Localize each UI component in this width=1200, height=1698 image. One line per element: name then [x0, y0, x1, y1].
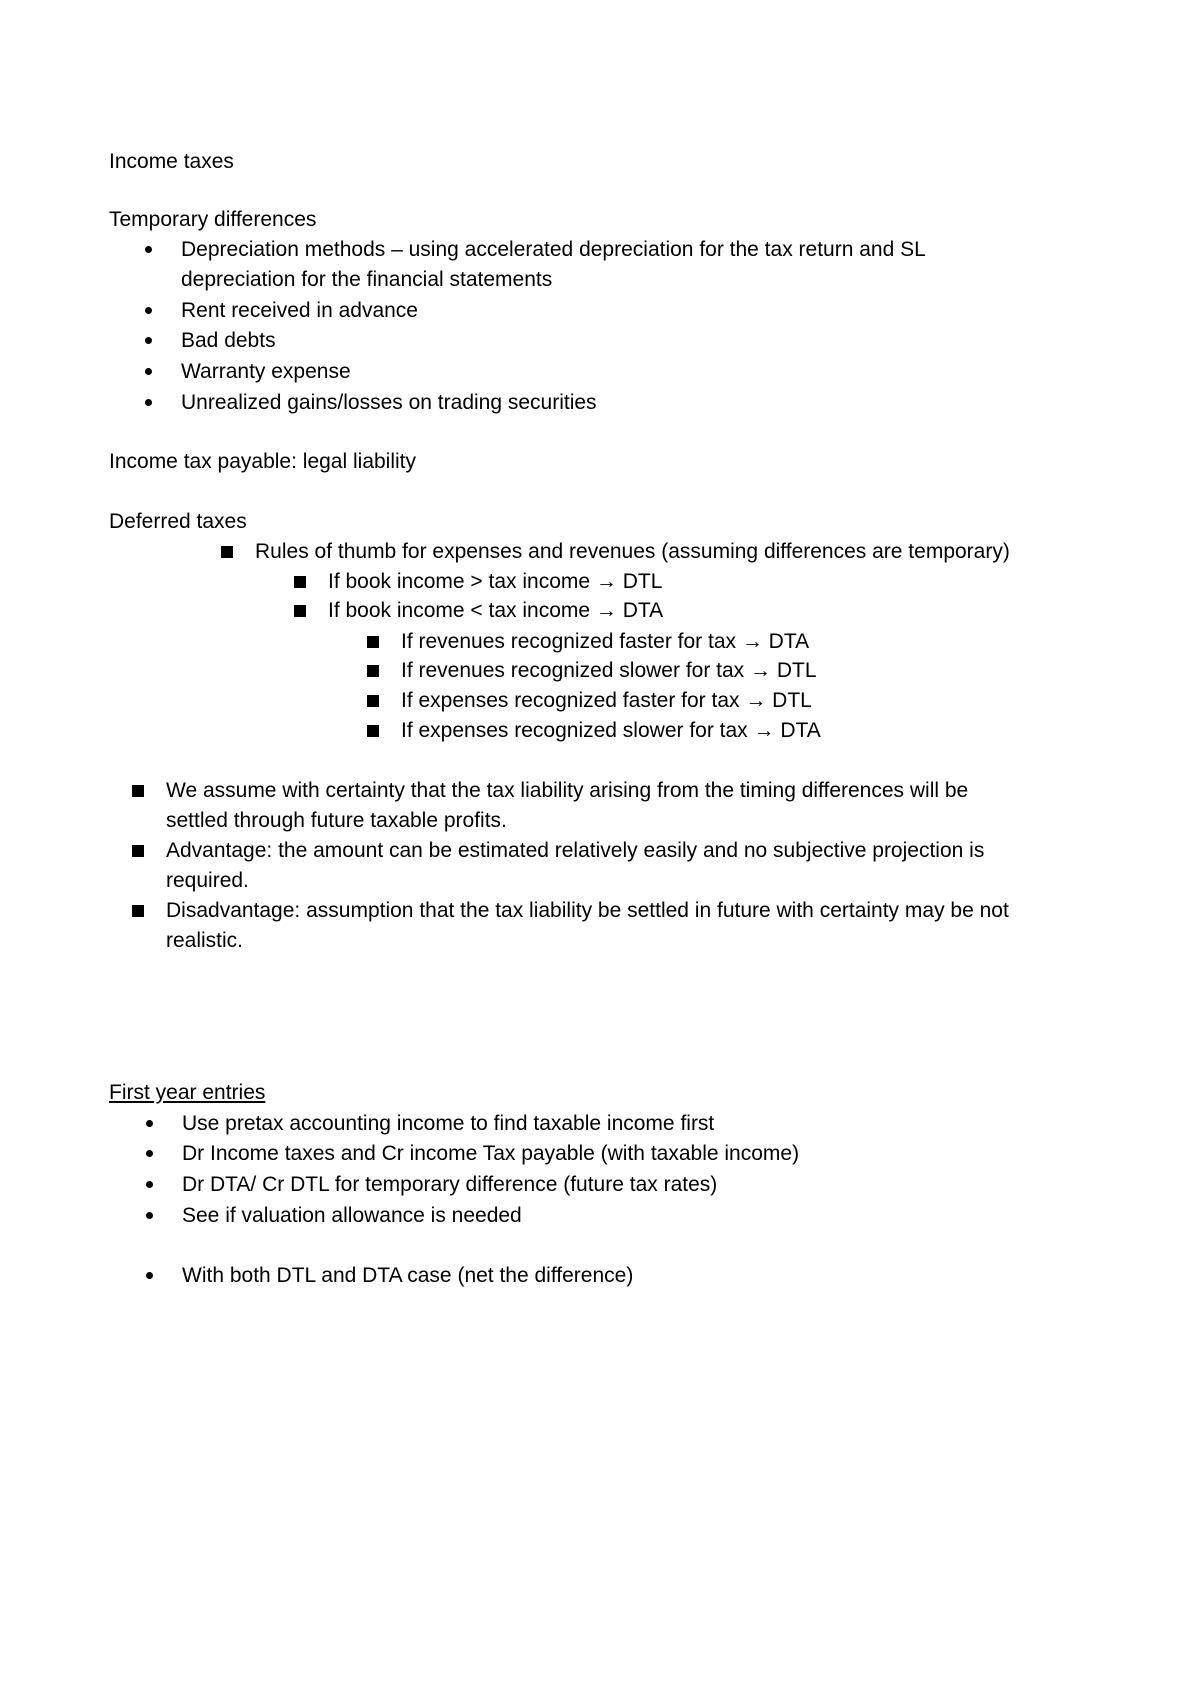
list-item: See if valuation allowance is needed [182, 1201, 522, 1231]
list-item: Warranty expense [181, 357, 351, 387]
list-item: Advantage: the amount can be estimated relatively easily and no subjective projection is [166, 836, 984, 866]
list-item: If book income > tax income → DTL [328, 567, 662, 597]
list-item: Unrealized gains/losses on trading securities [181, 388, 597, 418]
list-item: Dr Income taxes and Cr income Tax payable (with taxable income) [182, 1139, 799, 1169]
list-item: Dr DTA/ Cr DTL for temporary difference (future tax rates) [182, 1170, 717, 1200]
list-item: Bad debts [181, 326, 276, 356]
list-item: If expenses recognized slower for tax → DTA [401, 716, 821, 746]
list-item: Disadvantage: assumption that the tax liability be settled in future with certainty may be not [166, 896, 1009, 926]
list-item: If book income < tax income → DTA [328, 596, 663, 626]
list-item: If revenues recognized slower for tax → DTL [401, 656, 817, 686]
list-item: If expenses recognized faster for tax → DTL [401, 686, 812, 716]
list-item: We assume with certainty that the tax liability arising from the timing differences will be [166, 776, 968, 806]
list-item-continuation: realistic. [166, 929, 244, 952]
deferred-taxes-title: Deferred taxes [109, 510, 247, 533]
list-item: Use pretax accounting income to find taxable income first [182, 1109, 714, 1139]
list-item-continuation: settled through future taxable profits. [166, 809, 507, 832]
list-item: Rent received in advance [181, 296, 418, 326]
list-item-continuation: required. [166, 869, 249, 892]
list-item-continuation: depreciation for the financial statements [181, 268, 553, 291]
income-tax-payable-line: Income tax payable: legal liability [109, 450, 417, 473]
document-heading: Income taxes [109, 150, 234, 173]
list-item: Depreciation methods – using accelerated depreciation for the tax return and SL [181, 235, 926, 265]
first-year-entries-title: First year entries [109, 1081, 266, 1104]
temporary-differences-title: Temporary differences [109, 208, 317, 231]
list-item: With both DTL and DTA case (net the difference) [182, 1261, 633, 1291]
list-item: If revenues recognized faster for tax → DTA [401, 627, 809, 657]
rule-of-thumb-item: Rules of thumb for expenses and revenues (assuming differences are temporary) [255, 537, 1010, 567]
